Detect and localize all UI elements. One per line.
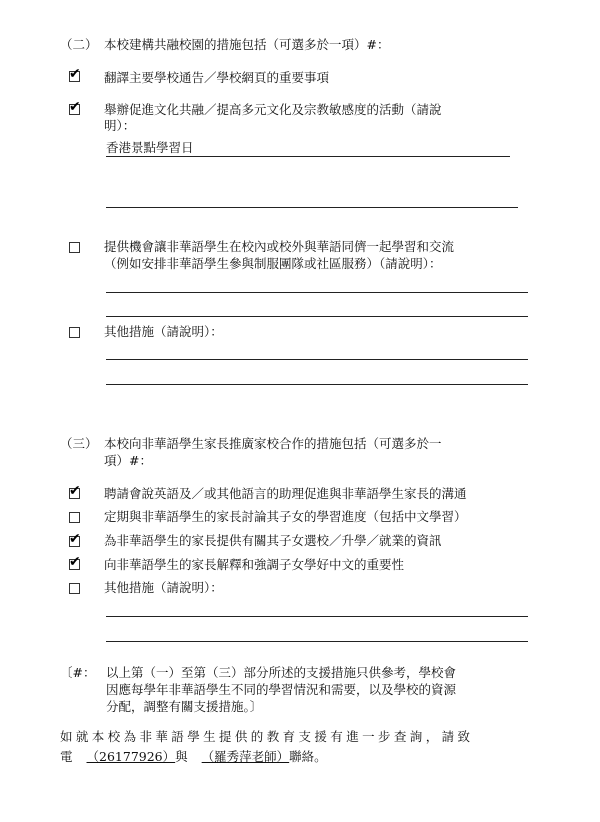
answer-underline [106,641,528,642]
item-chinese-importance-label: 向非華語學生的家長解釋和強調子女學好中文的重要性 [104,557,405,572]
section3-heading-line1: 本校向非華語學生家長推廣家校合作的措施包括（可選多於一 [104,436,442,451]
checkmark-icon: ✔ [69,99,81,115]
checkbox-chinese-importance[interactable] [69,554,81,570]
checkbox-other-measures-3[interactable] [69,583,80,594]
contact-telephone[interactable]: （26177926） [86,749,176,764]
checkmark-icon: ✔ [69,66,81,82]
answer-underline [106,359,528,360]
note-line3: 分配，調整有關支援措施。〕 [106,699,263,714]
item-translate-label: 翻譯主要學校通告／學校網頁的重要事項 [104,70,330,85]
item-peer-label-line2: （例如安排非華語學生參與制服團隊或社區服務）（請說明）： [104,256,442,271]
answer-underline [106,207,518,208]
checkbox-other-measures-2[interactable] [69,327,80,338]
section3-heading-line2: 項）#： [104,453,152,468]
item-school-info-label: 為非華語學生的家長提供有關其子女選校／升學／就業的資訊 [104,533,442,548]
note-prefix: 〔#： [60,665,96,680]
checkbox-translate[interactable] [69,66,81,82]
item-cultural-answer[interactable]: 香港景點學習日 [106,140,194,155]
checkbox-progress-meetings[interactable] [69,512,80,523]
item-other-2-label: 其他措施（請說明）： [104,324,223,339]
checkmark-icon: ✔ [69,554,81,570]
item-cultural-label-line1: 舉辦促進文化共融／提高多元文化及宗教敏感度的活動（請說 [104,102,442,117]
checkmark-icon: ✔ [69,531,81,547]
checkbox-school-info[interactable] [69,531,81,547]
answer-underline [106,384,528,385]
checkbox-peer-learning[interactable] [69,242,80,253]
section2-label: （二） [60,37,98,52]
checkmark-icon: ✔ [69,483,81,499]
section3-label: （三） [60,436,98,451]
note-line1: 以上第（一）至第（三）部分所述的支援措施只供參考，學校會 [106,665,457,680]
item-progress-label: 定期與非華語學生的家長討論其子女的學習進度（包括中文學習） [104,509,467,524]
answer-underline [106,316,528,317]
contact-line1: 如就本校為非華語學生提供的教育支援有進一步查詢，請致 [60,729,474,744]
section2-heading: 本校建構共融校園的措施包括（可選多於一項）#： [104,37,390,52]
item-peer-label-line1: 提供機會讓非華語學生在校內或校外與華語同儕一起學習和交流 [104,239,455,254]
checkbox-hire-assistants[interactable] [69,483,81,499]
answer-underline [106,616,528,617]
item-other-3-label: 其他措施（請說明）： [104,580,223,595]
contact-suffix: 聯絡。 [289,749,327,764]
checkbox-cultural-activities[interactable] [69,99,81,115]
item-hire-label: 聘請會說英語及／或其他語言的助理促進與非華語學生家長的溝通 [104,486,467,501]
contact-tel-prefix: 電 [60,749,73,764]
contact-with: 與 [175,749,188,764]
note-line2: 因應每學年非華語學生不同的學習情況和需要，以及學校的資源 [106,682,457,697]
item-cultural-label-line2: 明）： [104,118,136,133]
answer-underline [106,292,528,293]
contact-person[interactable]: （羅秀萍老師） [201,749,290,764]
answer-underline [106,156,510,157]
contact-line2 [60,749,327,765]
